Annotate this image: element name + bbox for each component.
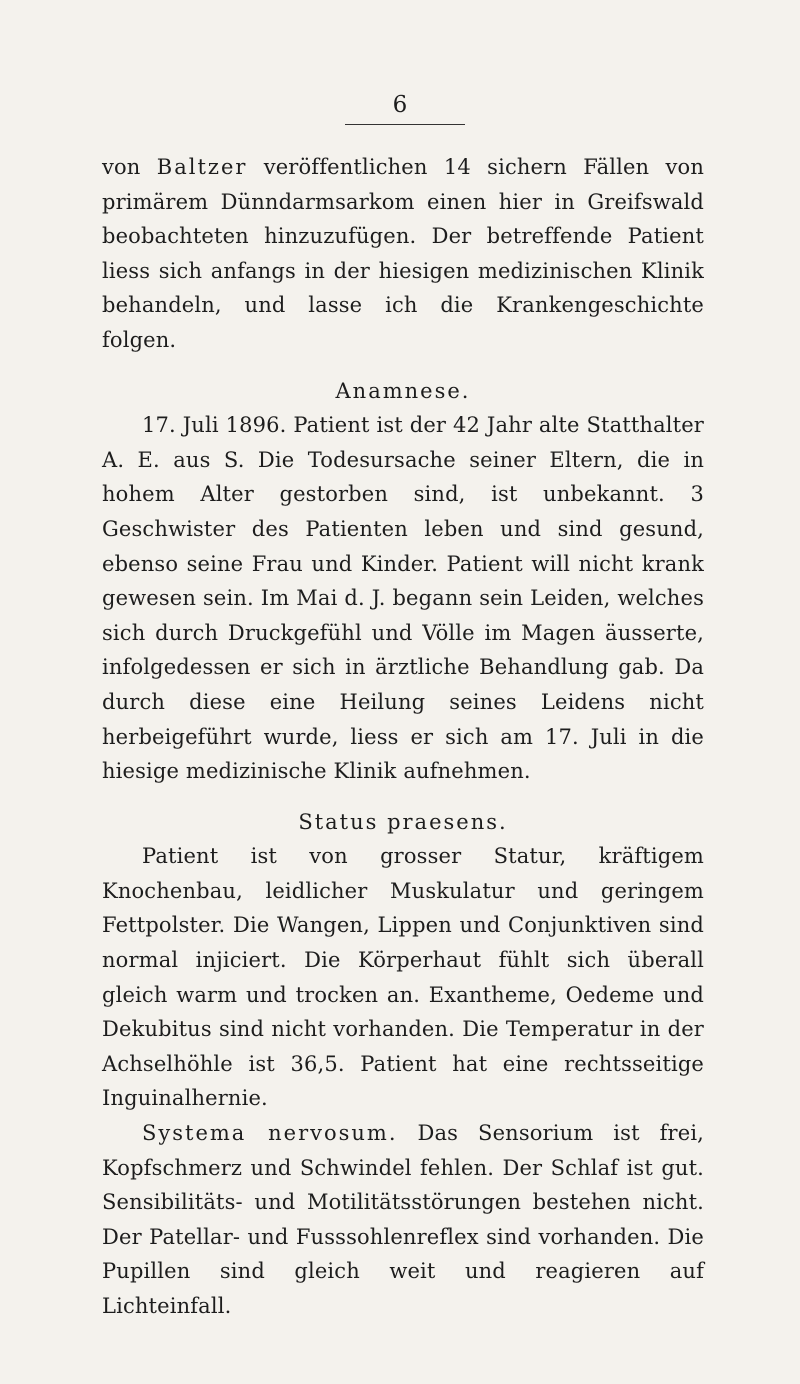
systema-nervosum-text: Das Sensorium ist frei, Kopfschmerz und Schwindel fehlen. Der Schlaf ist gut. Sensibilitäts- und Motilitätsstörungen bestehen nicht. Der Patellar- und Fusssohlenreflex sind vorhanden. Die Pupillen sind gleich weit und reagieren auf Lichteinfall. [102, 1121, 705, 1318]
systema-nervosum-label: Systema nervosum. [142, 1121, 398, 1146]
body-text [102, 150, 704, 1324]
anamnese-paragraph: 17. Juli 1896. Patient ist der 42 Jahr alte Statthalter A. E. aus S. Die Todesursache seiner Eltern, die in hohem Alter gestorben sind, ist unbekannt. 3 Geschwister des Patienten leben und sind gesund, ebenso seine Frau und Kinder. Patient will nicht krank gewesen sein. Im Mai d. J. begann sein Leiden, welches sich durch Druckgefühl und Völle im Magen äusserte, infolgedessen er sich in ärztliche Behandlung gab. Da durch diese eine Heilung seines Leidens nicht herbeigeführt wurde, liess er sich am 17. Juli in die hiesige medizinische Klinik aufnehmen. [102, 413, 704, 784]
intro-text-rest: veröffentlichen 14 sichern Fällen von primärem Dünndarmsarkom einen hier in Greifswald beobachteten hinzuzufügen. Der betreffende Patient liess sich anfangs in der hiesigen medizinischen Klinik behandeln, und lasse ich die Krankengeschichte folgen. [102, 155, 704, 352]
author-name: Baltzer [156, 155, 248, 179]
header-rule [345, 124, 465, 125]
page-number: 6 [392, 92, 408, 118]
intro-text-start: von [102, 155, 157, 179]
status-praesens-paragraph: Patient ist von grosser Statur, kräftigem Knochenbau, leidlicher Muskulatur und geringem Fettpolster. Die Wangen, Lippen und Conjunktiven sind normal injiciert. Die Körperhaut fühlt sich überall gleich warm und trocken an. Exantheme, Oedeme und Dekubitus sind nicht vorhanden. Die Temperatur in der Achselhöhle ist 36,5. Patient hat eine rechtsseitige Inguinalhernie. [102, 844, 704, 1111]
systema-nervosum-paragraph [102, 1116, 704, 1324]
intro-paragraph [102, 150, 704, 358]
anamnese-heading: Anamnese. [335, 378, 471, 403]
status-praesens-heading: Status praesens. [298, 809, 508, 834]
